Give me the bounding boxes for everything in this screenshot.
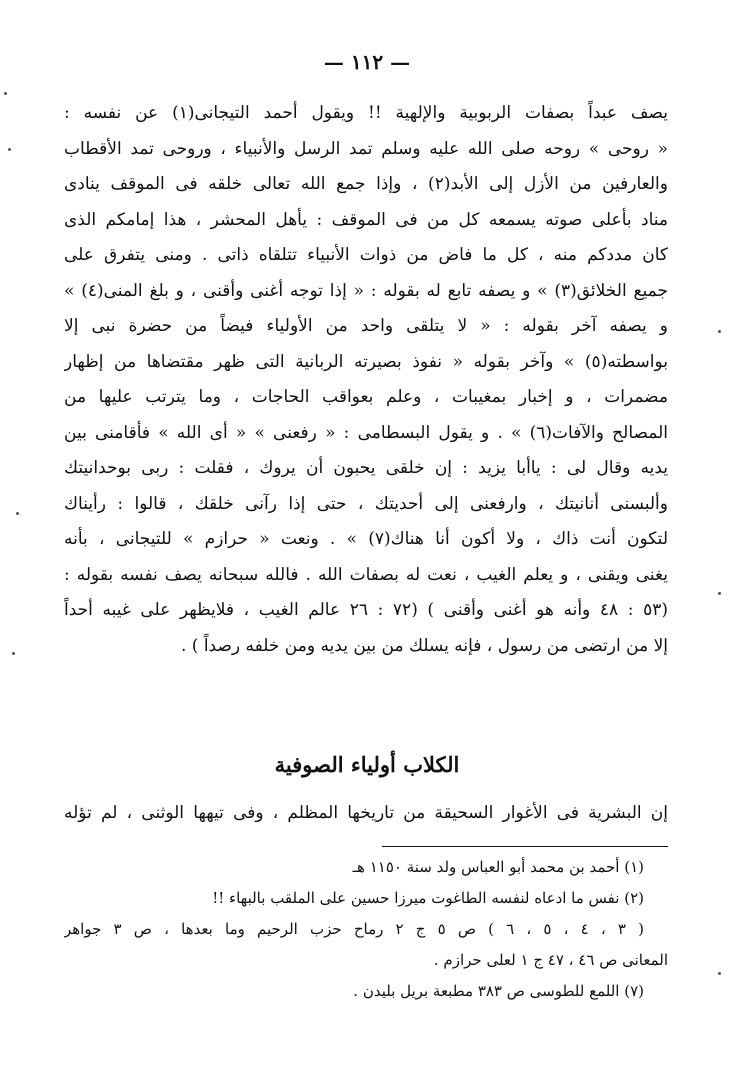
footnote: (٢) نفس ما ادعاه لنفسه الطاغوت ميرزا حسين على الملقب بالبهاء !! xyxy=(212,889,644,907)
scan-margin-mark xyxy=(8,148,11,151)
text-line: يديه وقال لى : ياأبا يزيد : إن خلقى يحبون أن يروك ، فقلت : ربى بوحدانيتك xyxy=(64,458,668,478)
text-line: لتكون أنت ذاك ، ولا أكون أنا هناك(٧) » . ونعت « حرازم » للتيجانى ، بأنه xyxy=(64,529,668,549)
text-line: إلا من ارتضى من رسول ، فإنه يسلك من بين يديه ومن خلفه رصداً ) . xyxy=(180,635,668,656)
footnote: (١) أحمد بن محمد أبو العباس ولد سنة ١١٥٠ هـ xyxy=(352,858,644,876)
scan-margin-mark xyxy=(16,512,19,515)
text-line: مضمرات ، و إخبار بمغيبات ، وعلم بعواقب الحاجات ، وما يترتب عليها من xyxy=(64,387,668,407)
text-line: و يصفه آخر بقوله : « لا يتلقى واحد من الأولياء فيضاً من حضرة نبى إلا xyxy=(64,316,668,336)
footnote-divider xyxy=(382,846,668,847)
text-line: إن البشرية فى الأغوار السحيقة من تاريخها المظلم ، وفى تيهها الوثنى ، لم تؤله xyxy=(64,803,668,823)
body-paragraph xyxy=(64,96,668,664)
page-number: — ١١٢ — xyxy=(323,50,411,74)
scan-margin-mark xyxy=(718,972,721,975)
footnotes xyxy=(64,852,668,1007)
text-line: يغنى ويقنى ، و يعلم الغيب ، نعت له بصفات الله . فالله سبحانه يصف نفسه بقوله : xyxy=(64,564,668,585)
footnote: (٧) اللمع للطوسى ص ٣٨٣ مطبعة بريل بليدن . xyxy=(353,982,644,1000)
section-paragraph xyxy=(64,796,668,832)
text-line: وألبسنى أنانيتك ، وارفعنى إلى أحديتك ، حتى إذا رآنى خلقك ، قالوا : رأيناك xyxy=(64,493,668,514)
text-line: جميع الخلائق(٣) » و يصفه تابع له بقوله : « إذا توجه أغنى وأقنى ، و بلغ المنى(٤) » xyxy=(64,280,668,301)
footnote-continuation: المعانى ص ٤٦ ، ٤٧ ج ١ لعلى حرازم . xyxy=(433,951,668,969)
text-line: المصالح والآفات(٦) » . و يقول البسطامى : « رفعنى » « أى الله » فأقامنى بين xyxy=(64,422,668,443)
footnote: ( ٣ ، ٤ ، ٥ ، ٦ ) ص ٥ ج ٢ رماح حزب الرحيم وما بعدها ، ص ٣ جواهر xyxy=(64,920,645,938)
scan-margin-mark xyxy=(718,592,721,595)
text-line: والعارفين من الأزل إلى الأبد(٢) ، وإذا جمع الله تعالى خلقه فى الموقف ينادى xyxy=(64,174,668,194)
text-line: « روحى » روحه صلى الله عليه وسلم تمد الرسل والأنبياء ، وروحى تمد الأقطاب xyxy=(64,138,668,159)
text-line: يصف عبداً بصفات الربوبية والإلهية !! ويقول أحمد التيجانى(١) عن نفسه : xyxy=(64,103,668,123)
scan-margin-mark xyxy=(4,92,7,95)
text-line: بواسطته(٥) » وآخر بقوله « نفوذ بصيرته الربانية التى ظهر مقتضاها من إظهار xyxy=(64,351,668,372)
text-line: (٥٣ : ٤٨ وأنه هو أغنى وأقنى ) (٧٢ : ٢٦ عالم الغيب ، فلايظهر على غيبه أحداً xyxy=(64,600,668,620)
scan-margin-mark xyxy=(12,652,15,655)
text-line: مناد بأعلى صوته يسمعه كل من فى الموقف : يأهل المحشر ، هذا إمامكم الذى xyxy=(64,209,668,230)
scan-margin-mark xyxy=(718,330,721,333)
section-heading: الكلاب أولياء الصوفية xyxy=(274,752,460,777)
text-line: كان مددكم منه ، كل ما فاض من ذوات الأنبياء تتلقاه ذاتى . ومنى يتفرق على xyxy=(64,245,668,265)
